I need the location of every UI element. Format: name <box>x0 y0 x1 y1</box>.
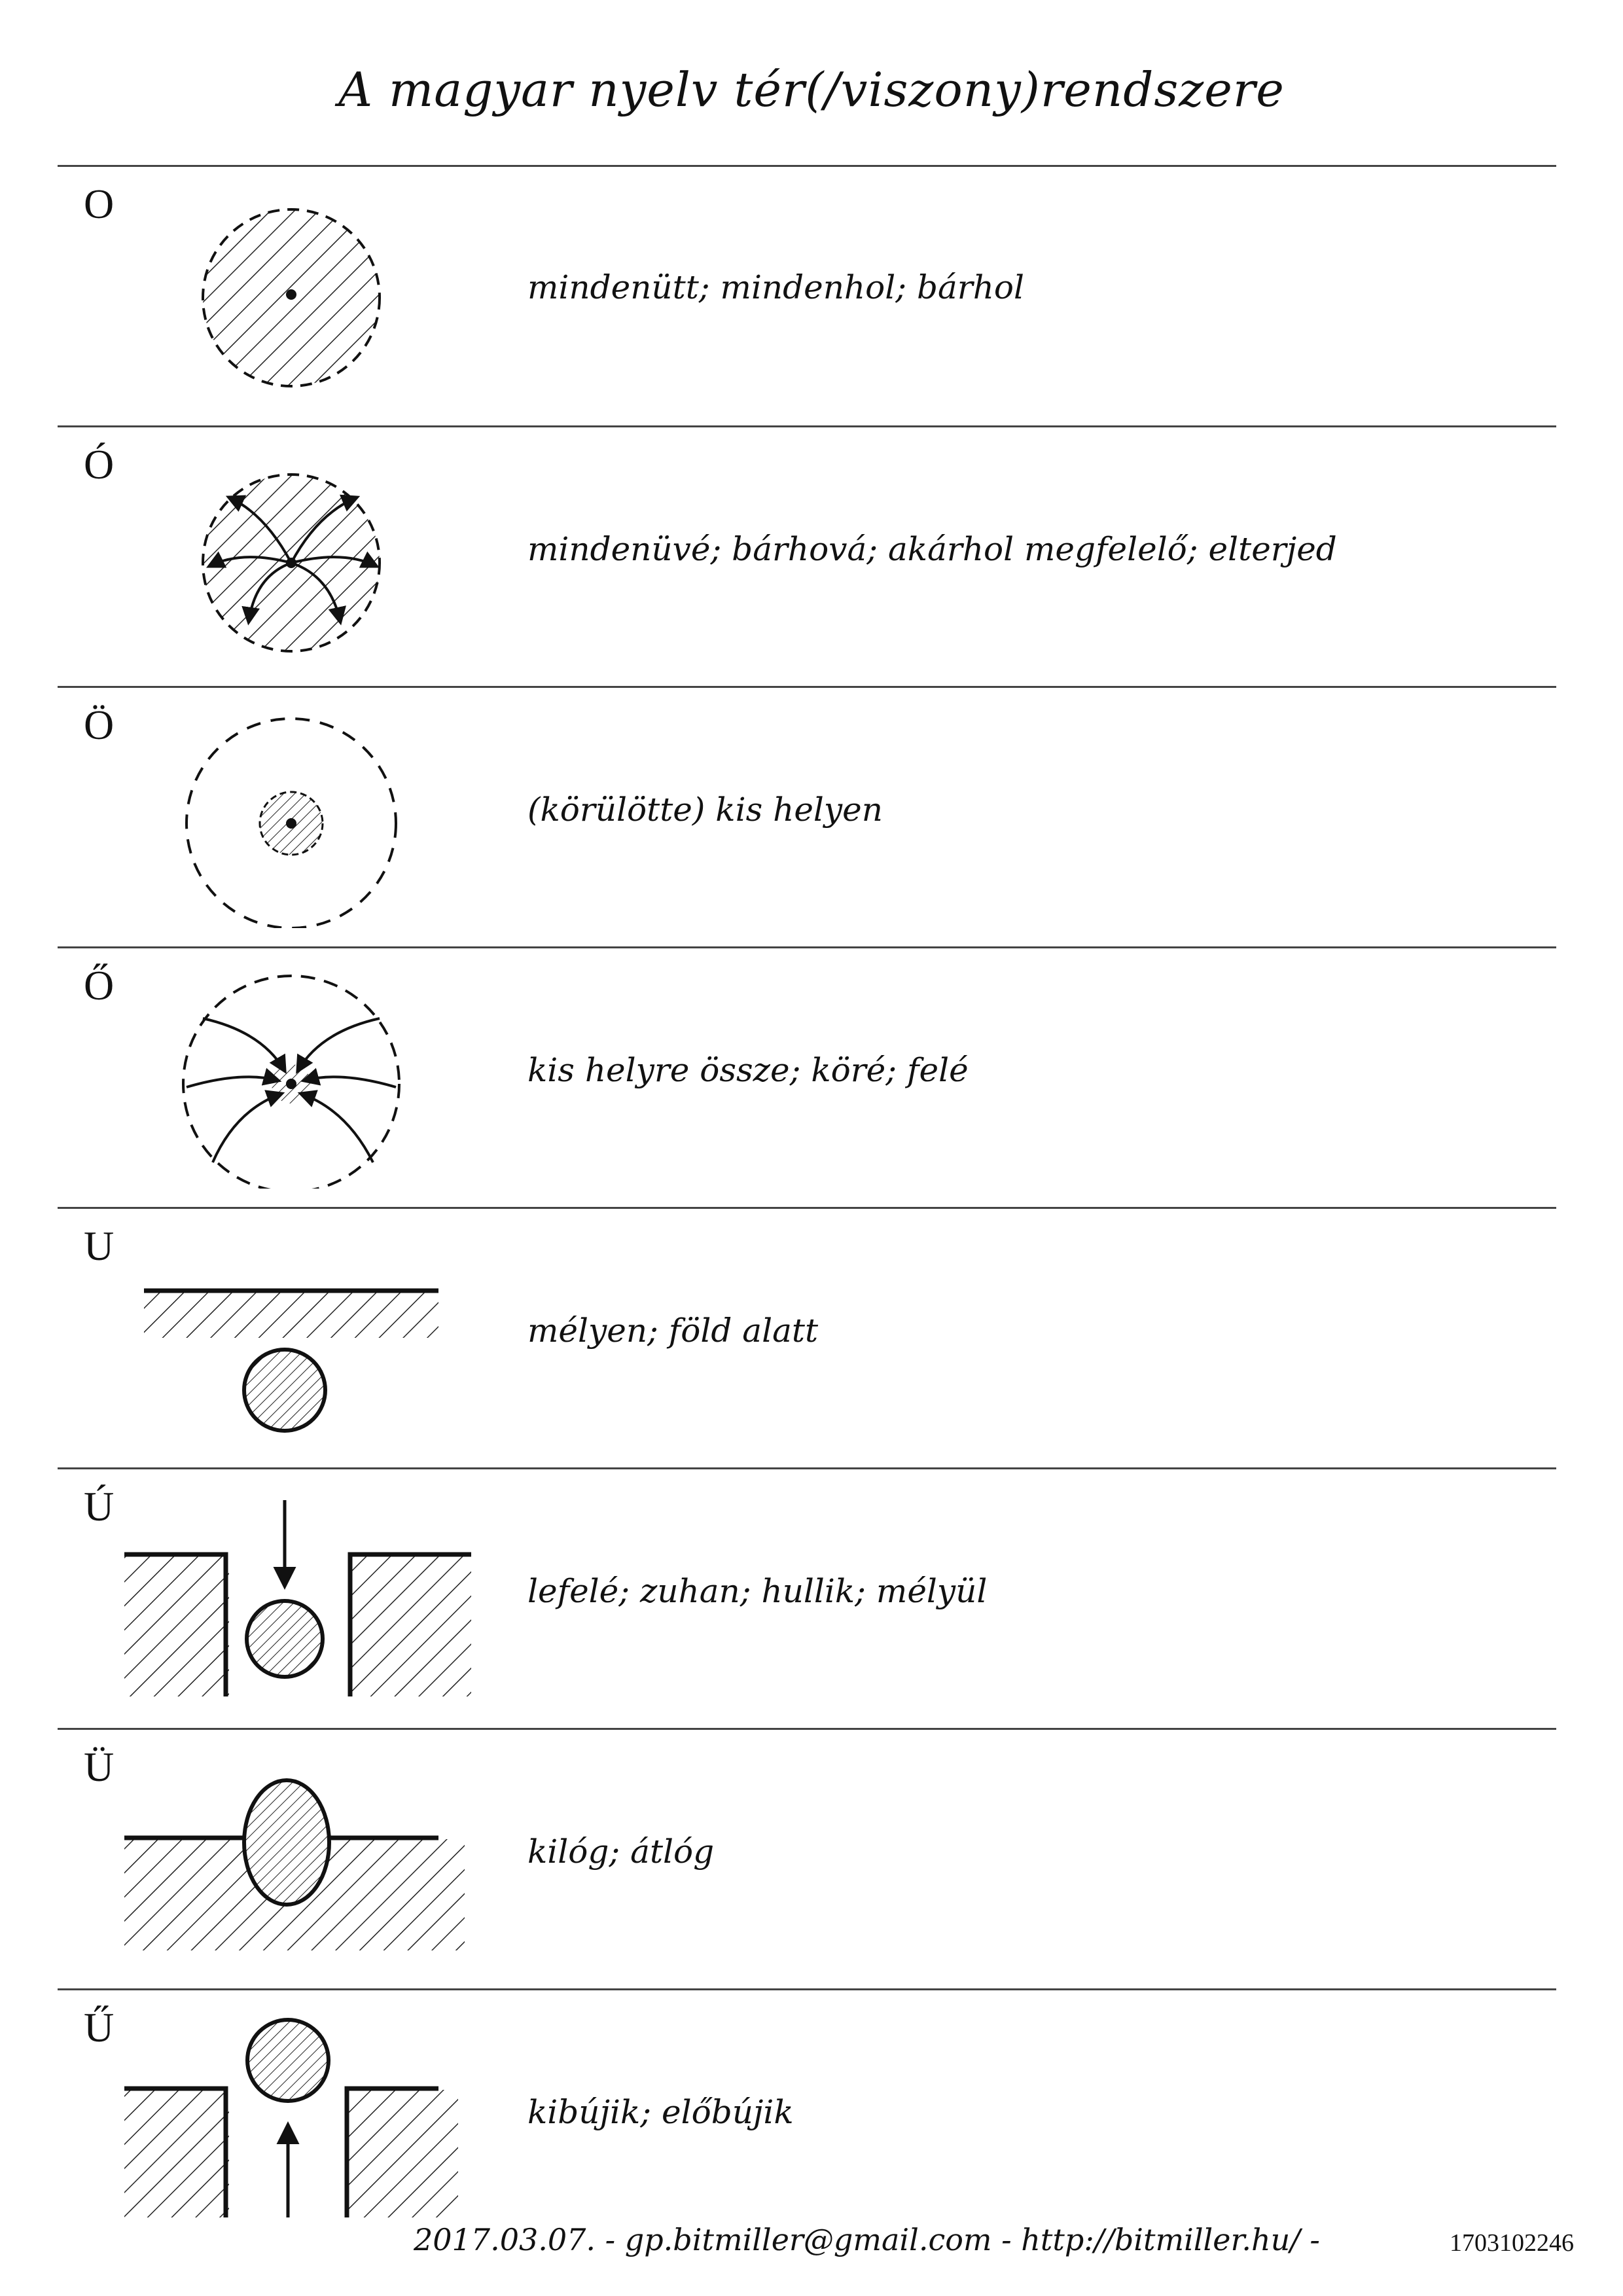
row-description: kilóg; átlóg <box>527 1833 715 1871</box>
divider <box>58 425 1556 427</box>
row-letter: U <box>84 1223 115 1269</box>
row-letter: O <box>84 181 115 227</box>
row-letter: Ő <box>84 962 115 1009</box>
row-description: (körülötte) kis helyen <box>527 791 883 829</box>
document-code: 1703102246 <box>1450 2229 1574 2257</box>
footer-text: 2017.03.07. - gp.bitmiller@gmail.com - http://bitmiller.hu/ - <box>414 2222 1320 2257</box>
row-description: mélyen; föld alatt <box>527 1312 819 1350</box>
row-description: mindenüvé; bárhová; akárhol megfelelő; elterjed <box>527 530 1337 568</box>
row-letter: Ü <box>84 1744 115 1790</box>
row-description: kibújik; előbújik <box>527 2093 794 2131</box>
dashed-circle-hatched-dot-icon <box>98 190 504 406</box>
page-title: A magyar nyelv tér(/viszony)rendszere <box>338 62 1285 117</box>
row-description: mindenütt; mindenhol; bárhol <box>527 268 1024 306</box>
row-letter: Ú <box>84 1483 115 1530</box>
divider <box>58 1988 1556 1990</box>
outward-arrows-circle-icon <box>98 452 504 668</box>
divider <box>58 1728 1556 1730</box>
row-letter: Ö <box>84 702 115 748</box>
divider <box>58 165 1556 167</box>
ball-falling-into-pit-icon <box>98 1487 504 1703</box>
small-hatched-center-circle-icon <box>98 712 504 928</box>
row-letter: Ű <box>84 2004 115 2051</box>
divider <box>58 946 1556 948</box>
row-letter: Ó <box>84 441 115 488</box>
divider <box>58 1467 1556 1469</box>
inward-arrows-circle-icon <box>98 973 504 1189</box>
divider <box>58 1207 1556 1209</box>
ball-under-ground-icon <box>98 1233 504 1449</box>
ball-rising-from-pit-icon <box>98 2001 504 2217</box>
divider <box>58 686 1556 688</box>
ellipse-sticking-out-icon <box>98 1754 504 1970</box>
row-description: kis helyre össze; köré; felé <box>527 1051 969 1089</box>
row-description: lefelé; zuhan; hullik; mélyül <box>527 1572 988 1610</box>
